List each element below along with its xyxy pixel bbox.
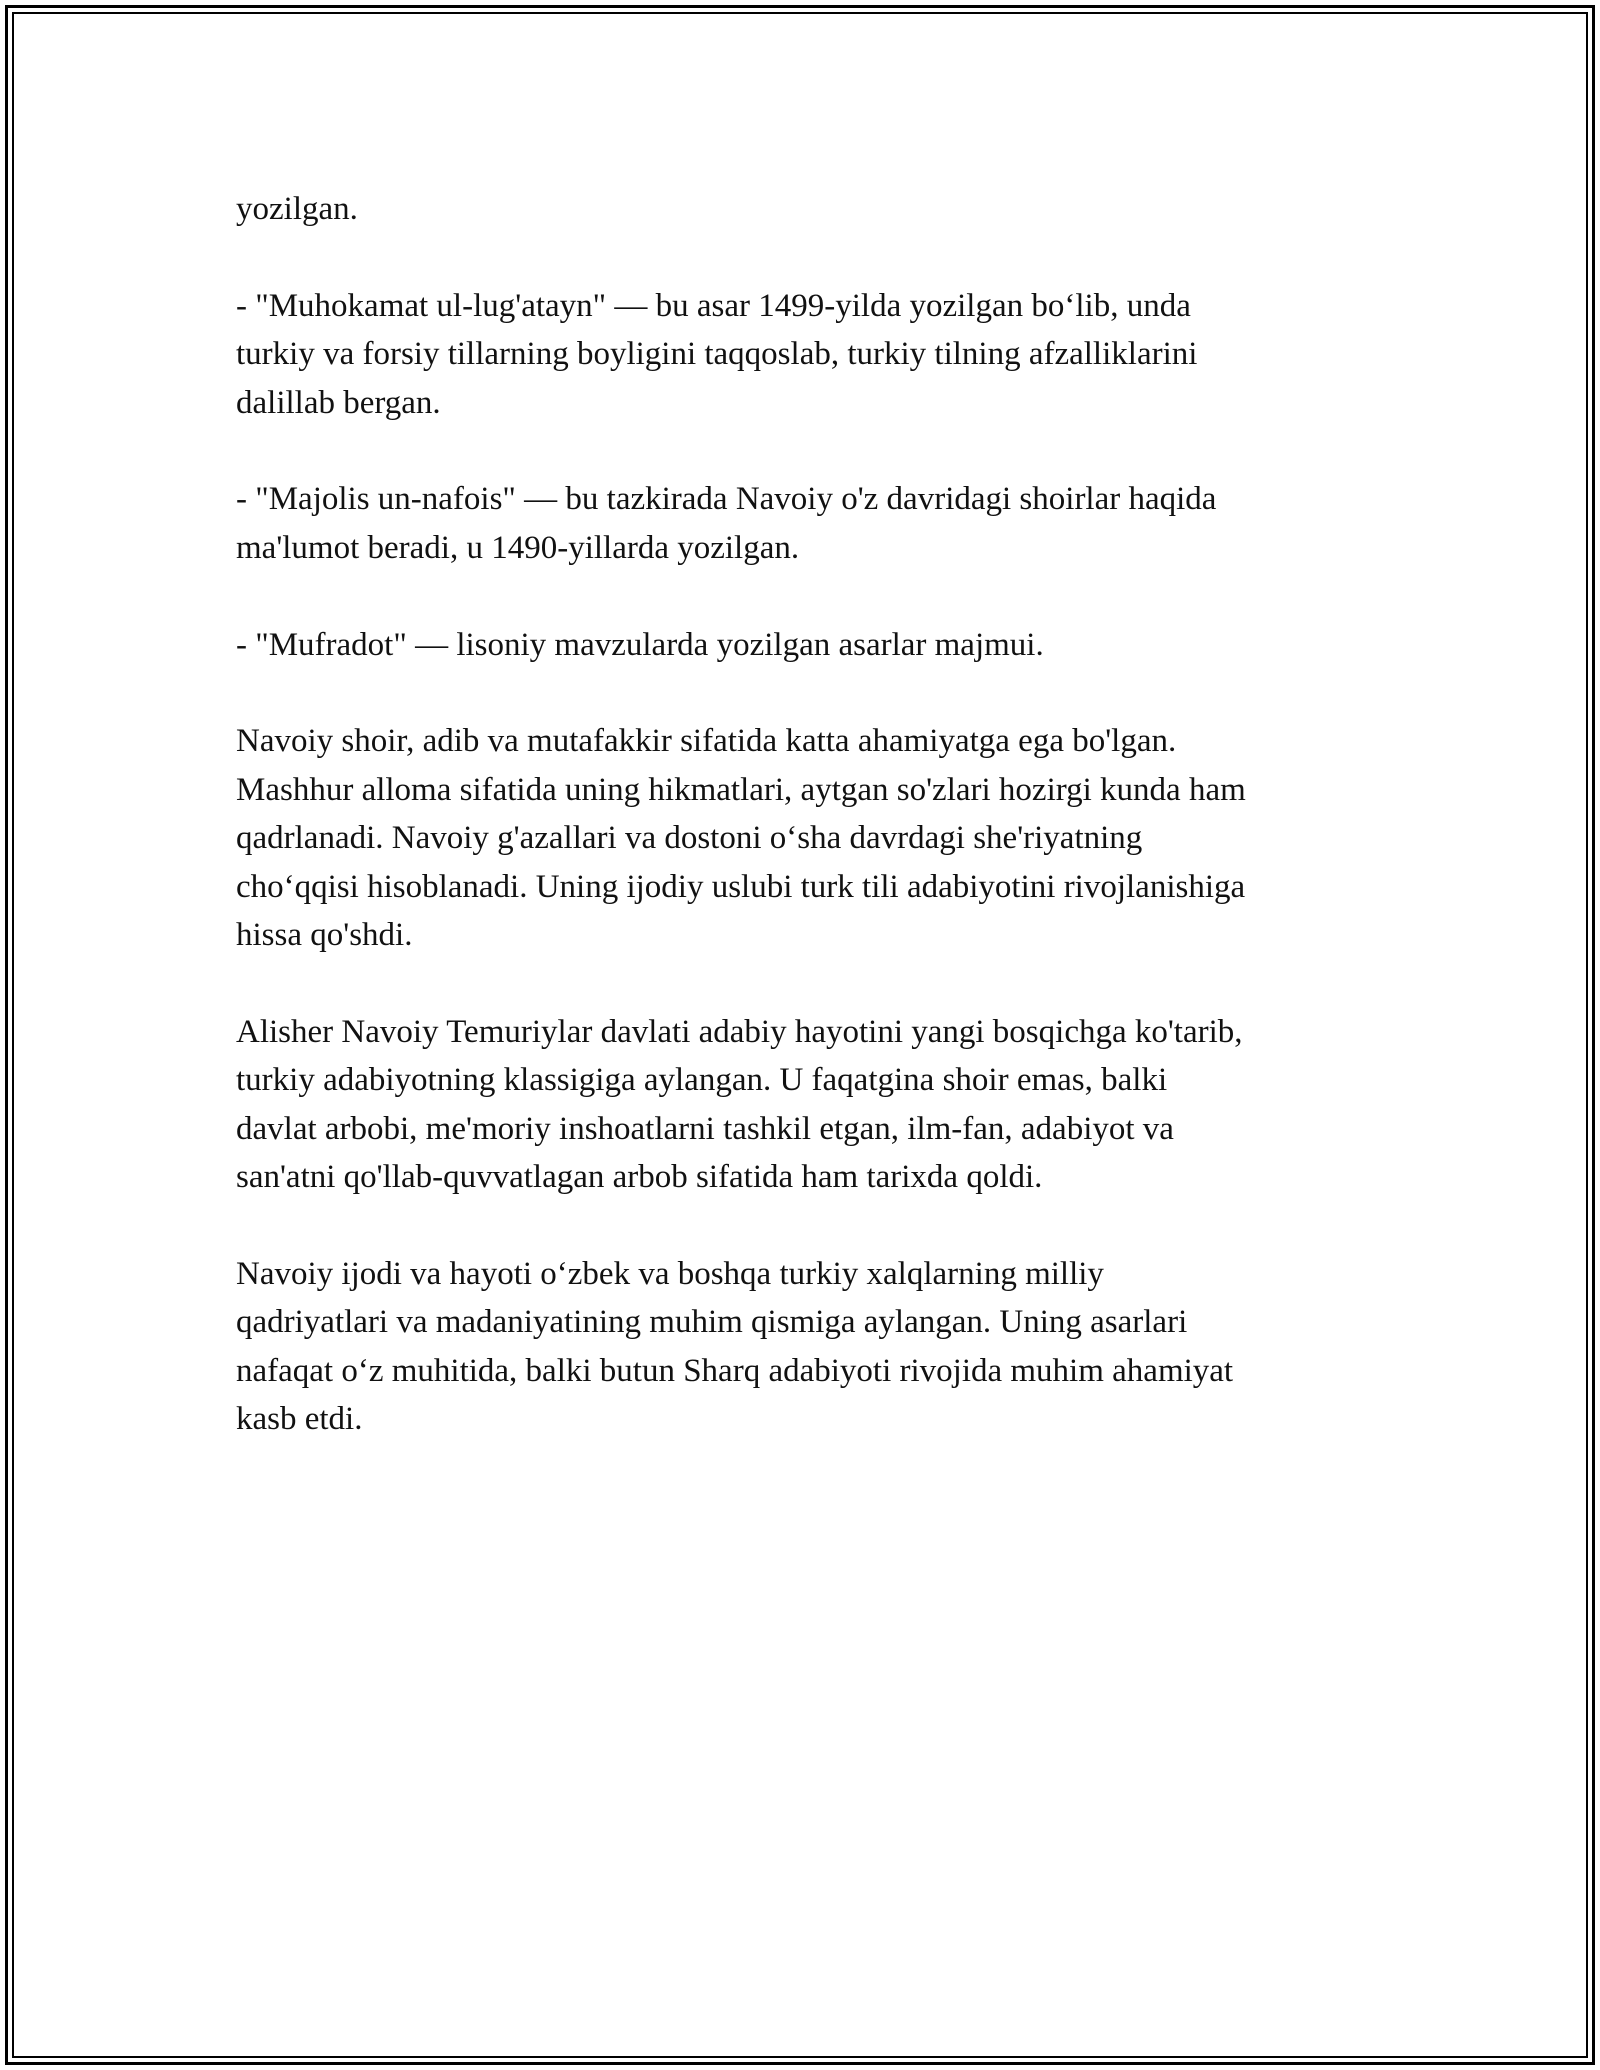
paragraph-mufradot: - "Mufradot" — lisoniy mavzularda yozilgan asarlar majmui. bbox=[236, 626, 1044, 663]
document-body bbox=[236, 185, 1386, 1492]
paragraph-continuation: yozilgan. bbox=[236, 191, 358, 227]
paragraph-legacy: Navoiy ijodi va hayoti o‘zbek va boshqa turkiy xalqlarning milliy qadriyatlari va madaniyatining muhim qismiga aylangan. Uning asarlari nafaqat o‘z muhitida, balki butun Sharq adabiyoti rivojida muhim ahamiyat kasb etdi. bbox=[236, 1255, 1234, 1438]
paragraph-temuriylar: Alisher Navoiy Temuriylar davlati adabiy hayotini yangi bosqichga ko'tarib, turkiy adabiyotning klassigiga aylangan. U faqatgina shoir emas, balki davlat arbobi, me'moriy inshoatlarni tashkil etgan, ilm-fan, adabiyot va san'atni qo'llab-quvvatlagan arbob sifatida ham tarixda qoldi. bbox=[236, 1013, 1243, 1196]
paragraph-muhokamat: - "Muhokamat ul-lug'atayn" — bu asar 1499-yilda yozilgan bo‘lib, unda turkiy va forsiy tillarning boyligini taqqoslab, turkiy tilning afzalliklarini dalillab bergan. bbox=[236, 287, 1198, 421]
paragraph-significance: Navoiy shoir, adib va mutafakkir sifatida katta ahamiyatga ega bo'lgan. Mashhur alloma sifatida uning hikmatlari, aytgan so'zlari hozirgi kunda ham qadrlanadi. Navoiy g'azallari va dostoni o‘sha davrdagi she'riyatning cho‘qqisi hisoblanadi. Uning ijodiy uslubi turk tili adabiyotini rivojlanishiga hissa qo'shdi. bbox=[236, 723, 1246, 954]
paragraph-majolis: - "Majolis un-nafois" — bu tazkirada Navoiy o'z davridagi shoirlar haqida ma'lumot beradi, u 1490-yillarda yozilgan. bbox=[236, 481, 1217, 566]
